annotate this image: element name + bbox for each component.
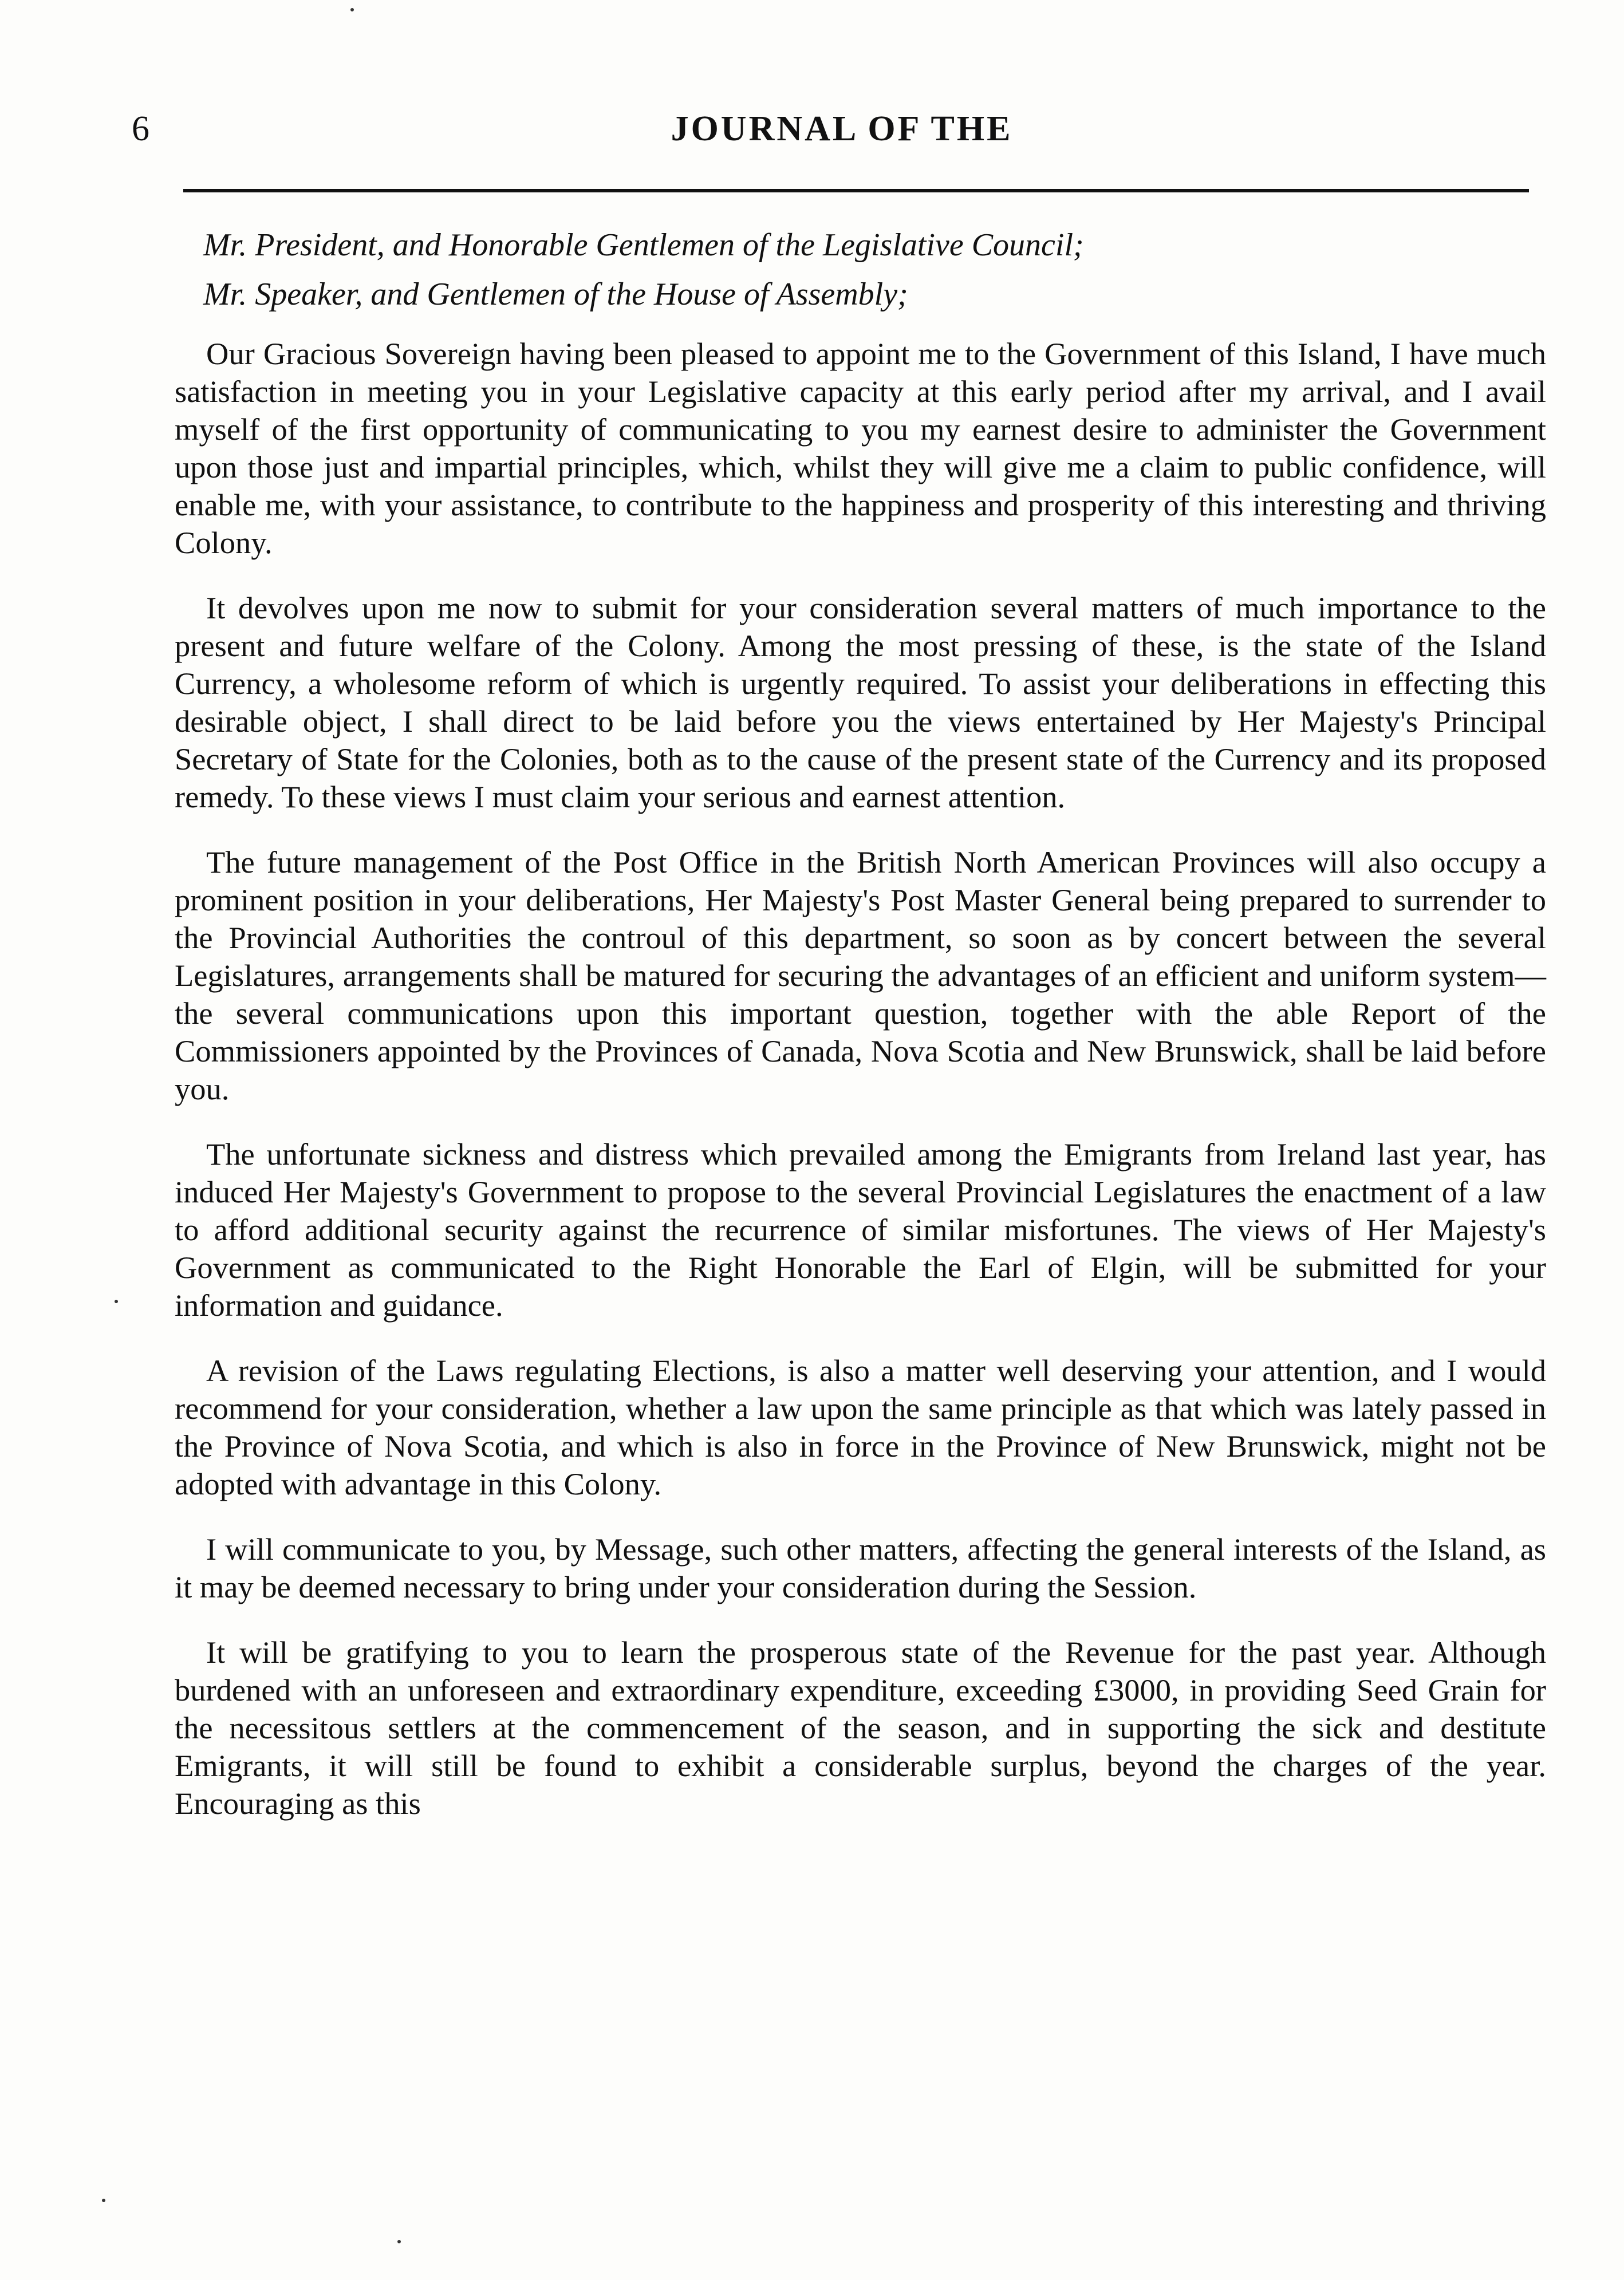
print-speck xyxy=(115,1300,118,1303)
page-number: 6 xyxy=(132,109,149,148)
speech-body xyxy=(175,335,1546,1823)
header-rule xyxy=(183,189,1529,192)
paragraph-messages: I will communicate to you, by Message, such other matters, affecting the general interests of the Island, as it may be deemed necessary to bring under your consideration during the Session. xyxy=(175,1532,1546,1604)
paragraph-appointment: Our Gracious Sovereign having been pleased to appoint me to the Government of this Island, I have much satisfaction in meeting you in your Legislative capacity at this early period after my arrival, and I avail myself of the first opportunity of communicating to you my earnest desire to administer the Government upon those just and impartial principles, which, whilst they will give me a claim to public confidence, will enable me, with your assistance, to contribute to the happiness and prosperity of this interesting and thriving Colony. xyxy=(175,336,1546,560)
salutation-block xyxy=(203,220,1520,319)
print-speck xyxy=(102,2199,105,2202)
paragraph-revenue: It will be gratifying to you to learn the prosperous state of the Revenue for the past year. Although burdened with an unforeseen and extraordinary expenditure, exceeding £3000, in providing Seed Grain for the necessitous settlers at the commencement of the season, and in supporting the sick and destitute Emigrants, it will still be found to exhibit a considerable surplus, beyond the charges of the year. Encouraging as this xyxy=(175,1635,1546,1821)
salutation-assembly: Mr. Speaker, and Gentlemen of the House of Assembly; xyxy=(203,277,908,312)
paragraph-post-office: The future management of the Post Office in the British North American Provinces will also occupy a prominent position in your deliberations, Her Majesty's Post Master General being prepared to surrender to the Provincial Authorities the controul of this department, so soon as by concert between the several Legislatures, arrangements shall be matured for securing the advantages of an efficient and uniform system—the several communications upon this important question, together with the able Report of the Commissioners appointed by the Provinces of Canada, Nova Scotia and New Brunswick, shall be laid before you. xyxy=(175,845,1546,1106)
print-speck xyxy=(397,2240,401,2243)
running-title: JOURNAL OF THE xyxy=(671,109,1013,148)
paragraph-emigrants: The unfortunate sickness and distress which prevailed among the Emigrants from Ireland last year, has induced Her Majesty's Government to propose to the several Provincial Legislatures the enactment of a law to afford additional security against the recurrence of similar misfortunes. The views of Her Majesty's Government as communicated to the Right Honorable the Earl of Elgin, will be submitted for your information and guidance. xyxy=(175,1137,1546,1323)
paragraph-currency: It devolves upon me now to submit for your consideration several matters of much importance to the present and future welfare of the Colony. Among the most pressing of these, is the state of the Island Currency, a wholesome reform of which is urgently required. To assist your deliberations in effecting this desirable object, I shall direct to be laid before you the views entertained by Her Majesty's Principal Secretary of State for the Colonies, both as to the cause of the present state of the Currency and its proposed remedy. To these views I must claim your serious and earnest attention. xyxy=(175,590,1546,814)
paragraph-elections: A revision of the Laws regulating Elections, is also a matter well deserving your attention, and I would recommend for your consideration, whether a law upon the same principle as that which was lately passed in the Province of Nova Scotia, and which is also in force in the Province of New Brunswick, might not be adopted with advantage in this Colony. xyxy=(175,1353,1546,1501)
running-head xyxy=(132,103,1552,166)
print-speck xyxy=(350,8,354,11)
salutation-council: Mr. President, and Honorable Gentlemen of the Legislative Council; xyxy=(203,227,1084,263)
